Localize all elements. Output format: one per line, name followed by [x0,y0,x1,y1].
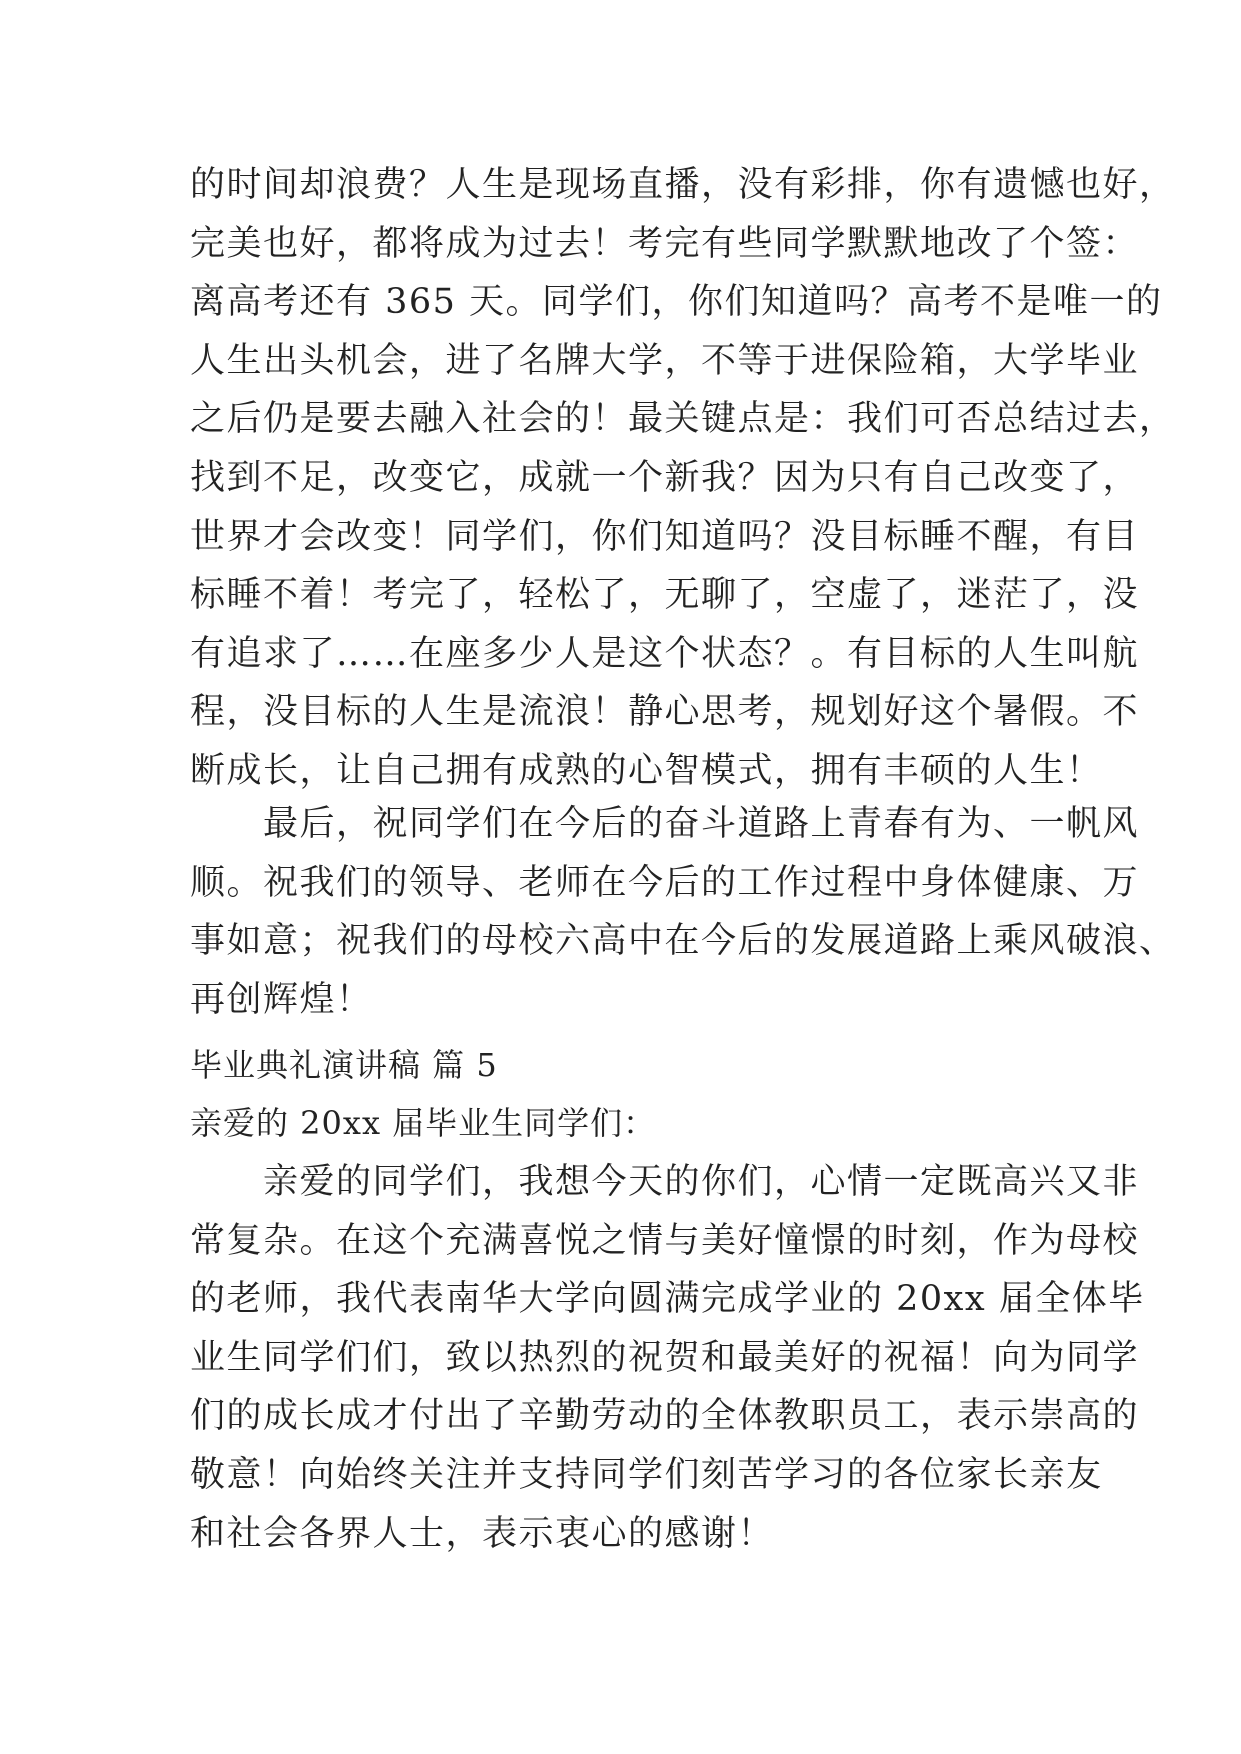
text-line: 标睡不着！考完了，轻松了，无聊了，空虚了，迷茫了，没 [190,575,1140,616]
text-line: 找到不足，改变它，成就一个新我？因为只有自己改变了， [190,457,1140,498]
body-paragraph-1 [190,156,1176,801]
text-line: 顺。祝我们的领导、老师在今后的工作过程中身体健康、万 [190,862,1140,903]
salutation: 亲爱的 20xx 届毕业生同学们： [190,1104,657,1142]
section-title: 毕业典礼演讲稿 篇 5 [190,1046,498,1084]
text-line: 亲爱的同学们，我想今天的你们，心情一定既高兴又非 [190,1162,1140,1202]
text-line: 之后仍是要去融入社会的！最关键点是：我们可否总结过去， [190,399,1176,440]
text-line: 离高考还有 365 天。同学们，你们知道吗？高考不是唯一的 [190,282,1163,323]
body-paragraph-3 [190,1153,1145,1563]
text-line: 和社会各界人士，表示衷心的感谢！ [190,1513,775,1554]
text-line: 业生同学们们，致以热烈的祝贺和最美好的祝福！向为同学 [190,1337,1140,1378]
text-line: 的老师，我代表南华大学向圆满完成学业的 20xx 届全体毕 [190,1279,1145,1320]
text-line: 再创辉煌！ [190,979,373,1020]
text-line: 程，没目标的人生是流浪！静心思考，规划好这个暑假。不 [190,692,1140,733]
text-line: 常复杂。在这个充满喜悦之情与美好憧憬的时刻，作为母校 [190,1220,1140,1261]
text-line: 们的成长成才付出了辛勤劳动的全体教职员工，表示崇高的 [190,1396,1140,1437]
text-line: 敬意！向始终关注并支持同学们刻苦学习的各位家长亲友 [190,1454,1103,1495]
text-line: 事如意；祝我们的母校六高中在今后的发展道路上乘风破浪、 [190,921,1176,962]
text-line: 最后，祝同学们在今后的奋斗道路上青春有为、一帆风 [190,804,1140,844]
body-paragraph-2 [190,795,1176,1029]
text-line: 完美也好，都将成为过去！考完有些同学默默地改了个签： [190,223,1140,264]
text-line: 有追求了……在座多少人是这个状态？。有目标的人生叫航 [190,633,1140,674]
text-line: 人生出头机会，进了名牌大学，不等于进保险箱，大学毕业 [190,340,1140,381]
text-line: 世界才会改变！同学们，你们知道吗？没目标睡不醒，有目 [190,516,1140,557]
text-line: 的时间却浪费？人生是现场直播，没有彩排，你有遗憾也好， [190,165,1176,205]
text-line: 断成长，让自己拥有成熟的心智模式，拥有丰硕的人生！ [190,750,1103,791]
